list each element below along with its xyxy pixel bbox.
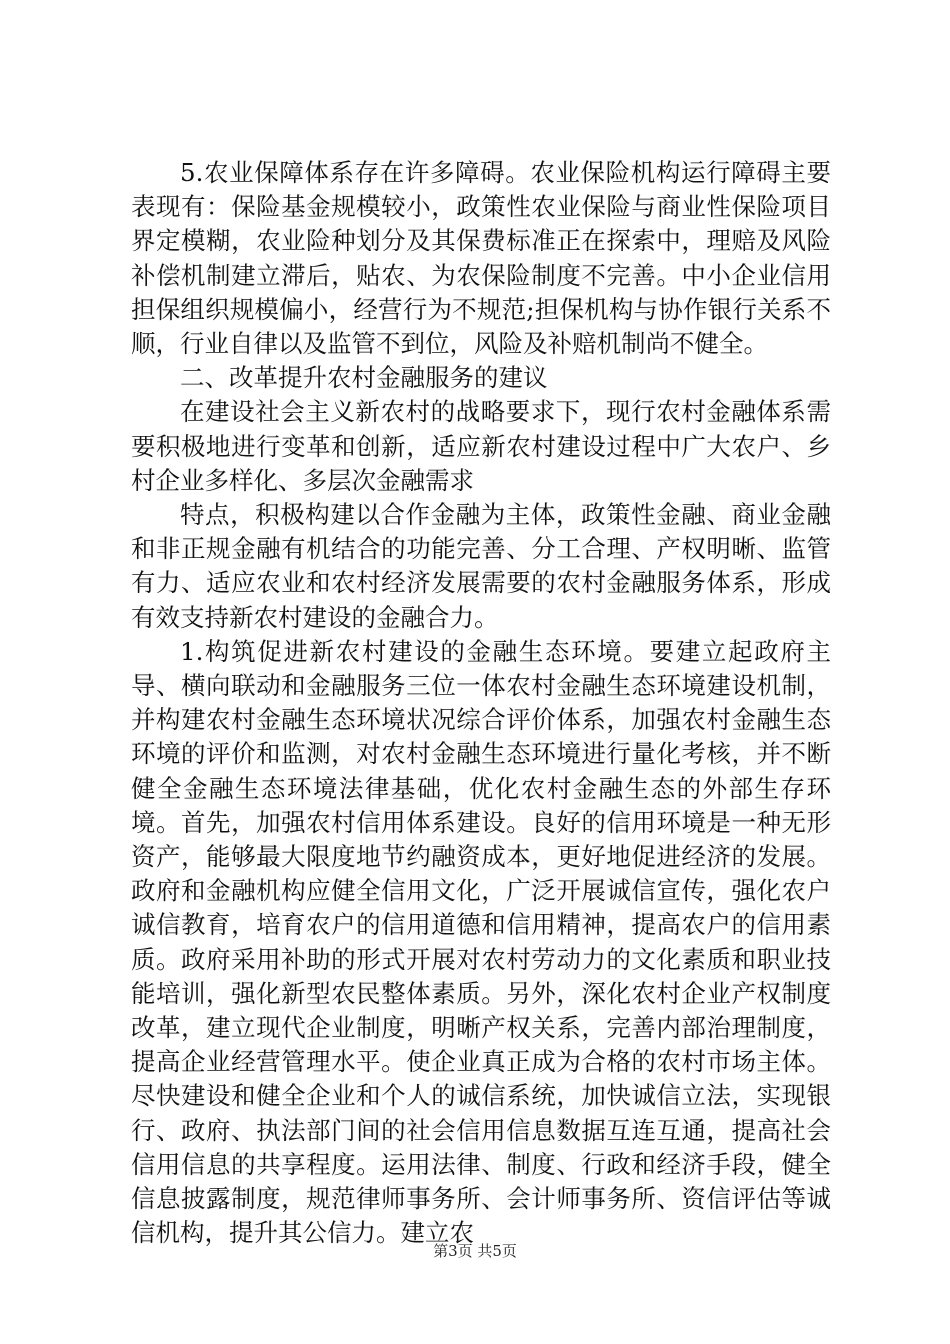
section-heading-reform: 二、改革提升农村金融服务的建议 (180, 363, 548, 393)
paragraph-reform-intro: 在建设社会主义新农村的战略要求下，现行农村金融体系需要积极地进行变革和创新，适应新农村建设过程中广大农户、乡村企业多样化、多层次金融需求 (131, 397, 831, 495)
paragraph-reform-features: 特点，积极构建以合作金融为主体，政策性金融、商业金融和非正规金融有机结合的功能完善、分工合理、产权明晰、监管有力、适应农业和农村经济发展需要的农村金融服务体系，形成有效支持新农村建设的金融合力。 (131, 500, 831, 632)
document-body (131, 156, 831, 1251)
page-number: 第3页 共5页 (433, 1242, 517, 1260)
paragraph-financial-ecology: 1.构筑促进新农村建设的金融生态环境。要建立起政府主导、横向联动和金融服务三位一体农村金融生态环境建设机制，并构建农村金融生态环境状况综合评价体系，加强农村金融生态环境的评价和监测，对农村金融生态环境进行量化考核，并不断健全金融生态环境法律基础，优化农村金融生态的外部生存环境。首先，加强农村信用体系建设。良好的信用环境是一种无形资产，能够最大限度地节约融资成本，更好地促进经济的发展。政府和金融机构应健全信用文化，广泛开展诚信宣传，强化农户诚信教育，培育农户的信用道德和信用精神，提高农户的信用素质。政府采用补助的形式开展对农村劳动力的文化素质和职业技能培训，强化新型农民整体素质。另外，深化农村企业产权制度改革，建立现代企业制度，明晰产权关系，完善内部治理制度，提高企业经营管理水平。使企业真正成为合格的农村市场主体。尽快建设和健全企业和个人的诚信系统，加快诚信立法，实现银行、政府、执法部门间的社会信用信息数据互连互通，提高社会信用信息的共享程度。运用法律、制度、行政和经济手段，健全信息披露制度，规范律师事务所、会计师事务所、资信评估等诚信机构，提升其公信力。建立农 (131, 636, 831, 1248)
paragraph-agri-insurance: 5.农业保障体系存在许多障碍。农业保险机构运行障碍主要表现有：保险基金规模较小，政策性农业保险与商业性保险项目界定模糊，农业险种划分及其保费标准正在探索中，理赔及风险补偿机制建立滞后，贴农、为农保险制度不完善。中小企业信用担保组织规模偏小，经营行为不规范;担保机构与协作银行关系不顺，行业自律以及监管不到位，风险及补赔机制尚不健全。 (131, 158, 831, 359)
